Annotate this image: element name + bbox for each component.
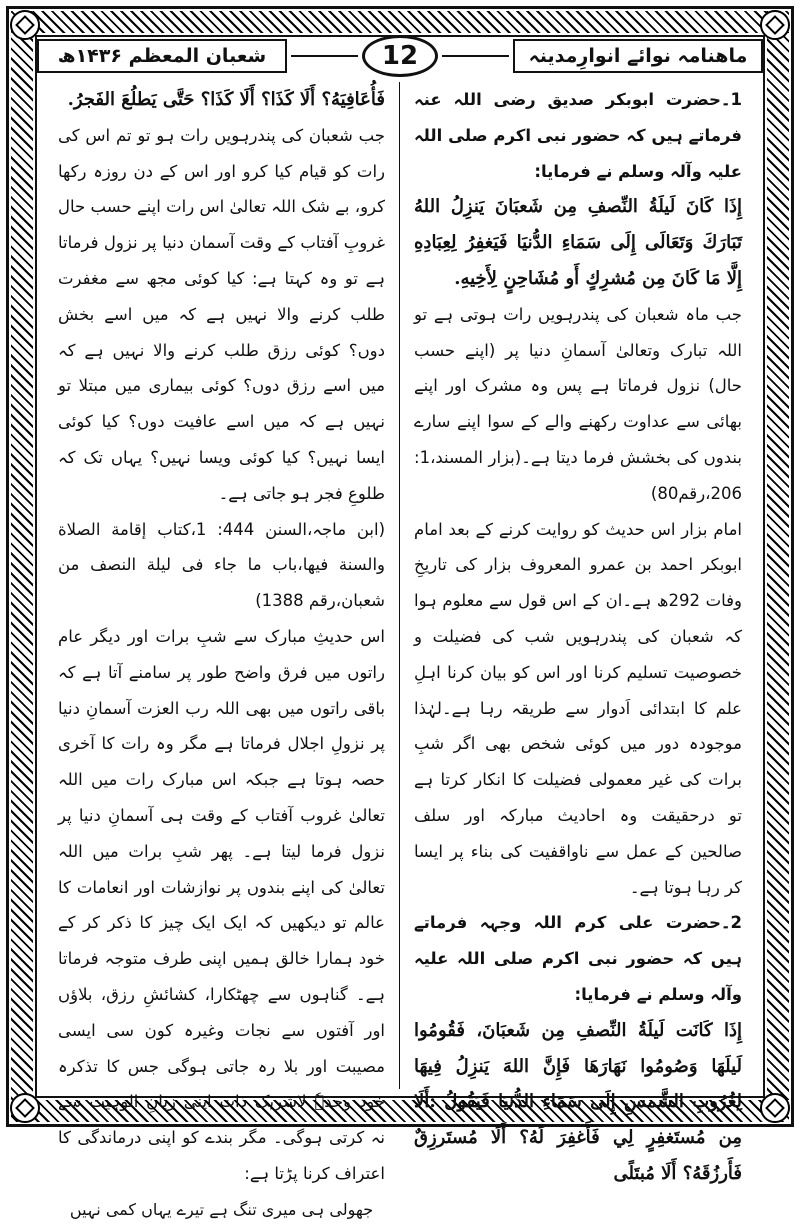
page-number: 12 xyxy=(362,35,438,77)
arabic-hadith-text: فَأُعَافِيَهُ؟ أَلَا كَذَا؟ أَلَا كَذَا؟ حَتَّى يَطلُعَ الفَجرُ. xyxy=(67,89,385,110)
right-column xyxy=(400,82,756,1184)
paragraph: 1۔حضرت ابوبکر صدیق رضی اللہ عنہ فرماتے ہیں کہ حضور نبی اکرم صلی اللہ علیہ وآلہ وسلم نے فرمایا: xyxy=(414,90,742,181)
corner-ornament-icon xyxy=(10,10,40,40)
corner-ornament-icon xyxy=(10,1093,40,1123)
issue-date: شعبان المعظم ۱۴۳۶ھ xyxy=(37,39,287,73)
page-header xyxy=(37,37,763,75)
left-column xyxy=(44,82,400,1219)
paragraph: (ابن ماجہ،السنن 444: 1،کتاب إقامة الصلاة والسنة فیھا،باب ما جاء فی لیلة النصف من شعبان،رقم 1388) xyxy=(58,519,386,611)
corner-ornament-icon xyxy=(760,1093,790,1123)
paragraph: اس حدیثِ مبارک سے شبِ برات اور دیگر عام راتوں میں فرق واضح طور پر سامنے آتا ہے کہ باقی راتوں میں بھی اللہ رب العزت آسمانِ دنیا پر نزولِ اجلال فرماتا ہے مگر وہ رات کا آخری حصہ ہوتا ہے جبکہ اس مبارک رات میں اللہ تعالیٰ غروب آفتاب کے وقت ہی آسمانِ دنیا پر نزول فرما لیتا ہے۔ پھر شبِ برات میں اللہ تعالیٰ کی اپنے بندوں پر نوازشات اور انعامات کا عالم تو دیکھیں کہ ایک ایک چیز کا ذکر کر کے خود ہمارا خالق ہمیں اپنی طرف متوجہ فرماتا ہے۔ گناہوں سے چھٹکارا، کشائشِ رزق، بلاؤں اور آفتوں سے نجات وغیرہ کون سی ایسی مصیبت اور بلا رہ جاتی ہوگی جس کا تذکرہ خود وحدہٗ لاشریک ذات اپنی زبانِ الوہیت سے نہ کرتی ہوگی۔ مگر بندے کو اپنی درماندگی کا اعتراف کرنا پڑتا ہے: xyxy=(58,626,385,1183)
header-rule xyxy=(291,55,358,57)
article-body xyxy=(44,82,756,1219)
arabic-hadith-text: إِذَا كَانَت لَيلَةُ النِّصفِ مِن شَعبَانَ، فَقُومُوا لَيلَهَا وَصُومُوا نَهَارَهَا فَإِنَّ اللهَ يَنزِلُ فِيهَا لِغُرُوبِ الشَّمسِ إِلَى سَمَاءِ الدُّنيَا فَيَقُولُ :أَلَا مِن مُستَغفِرٍ لِي فَأَغفِرَ لَهُ؟ أَلَا مُستَرزِقٌ فَأَرزُقَهُ؟ أَلَا مُبتَلًى xyxy=(414,1019,742,1184)
arabic-hadith-text: إِذَا كَانَ لَيلَةُ النِّصفِ مِن شَعبَانَ يَنزِلُ اللهُ تَبَارَكَ وَتَعَالَى إِلَى سَمَاءِ الدُّنيَا فَيَغفِرُ لِعِبَادِهِ إِلَّا مَا كَانَ مِن مُشرِكٍ أَو مُشَاحِنٍ لِأَخِيهِ. xyxy=(414,196,742,289)
magazine-title: ماھنامہ نوائے انوارِمدینہ xyxy=(513,39,763,73)
paragraph: امام بزار اس حدیث کو روایت کرنے کے بعد امام ابوبکر احمد بن عمرو المعروف بزار کی تاریخِ وفات 292ھ ہے۔ان کے اس قول سے معلوم ہوا کہ شعبان کی پندرہویں شب کی فضیلت و خصوصیت تسلیم کرنا اور اس کو بیان کرنا اہلِ علم کا ابتدائی اَدوار سے طریقہ رہا ہے۔لہٰذا موجودہ دور میں کوئی شخص بھی اگر شبِ برات کی غیر معمولی فضیلت کا انکار کرتا ہے تو درحقیقت وہ احادیث مبارکہ اور سلف صالحین کے عمل سے ناواقفیت کی بناء پر ایسا کر رہا ہوتا ہے۔ xyxy=(414,519,743,897)
paragraph: جب ماہ شعبان کی پندرہویں رات ہوتی ہے تو اللہ تبارک وتعالیٰ آسمانِ دنیا پر (اپنے حسب حال) نزول فرماتا ہے پس وہ مشرک اور اپنے بھائی سے عداوت رکھنے والے کے سوا اپنے سارے بندوں کی بخشش فرما دیتا ہے۔(بزار المسند،1: 206،رقم80) xyxy=(414,304,742,503)
header-rule xyxy=(442,55,509,57)
poetry-couplet: جھولی ہی میری تنگ ہے تیرے یہاں کمی نہیں xyxy=(69,1199,374,1219)
paragraph: جب شعبان کی پندرہویں رات ہو تو تم اس کی رات کو قیام کیا کرو اور اس کے دن روزہ رکھا کرو، بے شک اللہ تعالیٰ اس رات اپنے حسب حال غروبِ آفتاب کے وقت آسمان دنیا پر نزول فرماتا ہے تو وہ کہتا ہے: کیا کوئی مجھ سے مغفرت طلب کرنے والا نہیں ہے کہ میں اسے بخش دوں؟ کوئی رزق طلب کرنے والا نہیں ہے کہ میں اسے رزق دوں؟ کوئی بیماری میں مبتلا تو نہیں ہے کہ میں اسے عافیت دوں؟ کیا کوئی ایسا نہیں؟ کیا کوئی ویسا نہیں؟ یہاں تک کہ طلوعِ فجر ہو جاتی ہے۔ xyxy=(58,125,385,503)
paragraph: 2۔حضرت علی کرم اللہ وجہہ فرماتے ہیں کہ حضور نبی اکرم صلی اللہ علیہ وآلہ وسلم نے فرمایا: xyxy=(414,913,742,1004)
corner-ornament-icon xyxy=(760,10,790,40)
